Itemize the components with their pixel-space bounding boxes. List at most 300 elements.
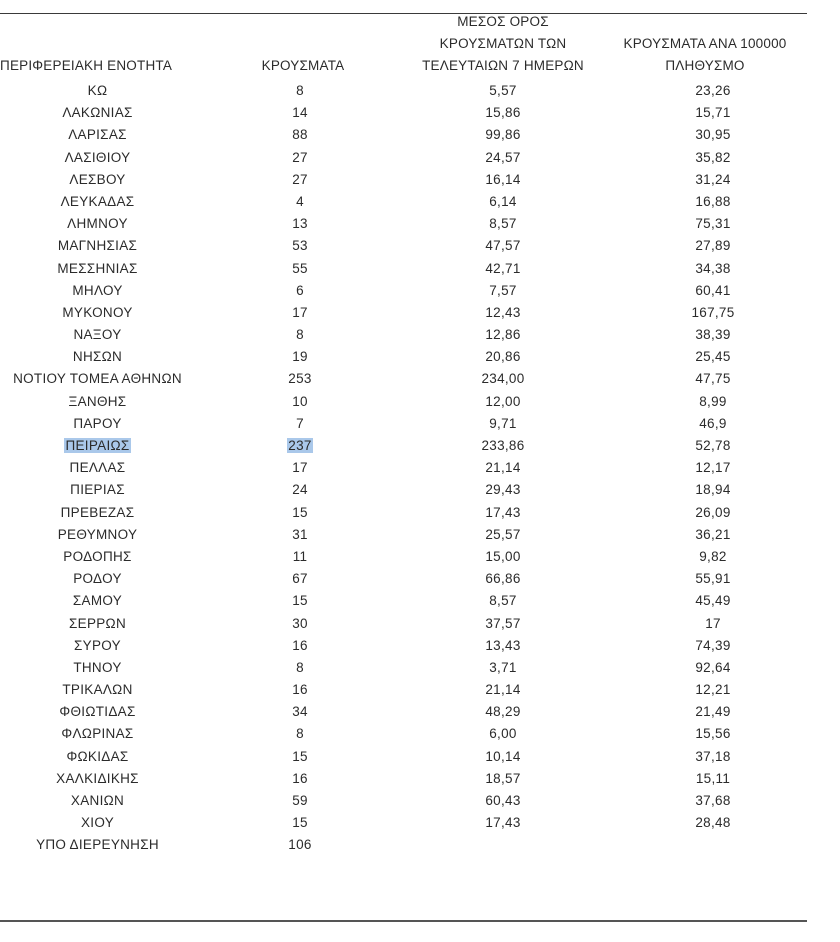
cell-per100k-text: 37,18 <box>695 748 731 764</box>
cell-per100k <box>613 169 813 191</box>
table-row <box>0 546 807 568</box>
cell-region-text: ΣΥΡΟΥ <box>74 637 121 653</box>
cell-avg7-text: 42,71 <box>485 260 521 276</box>
table-body <box>0 80 807 857</box>
cell-avg7-text: 12,43 <box>485 304 521 320</box>
cell-per100k <box>613 368 813 390</box>
cell-region <box>0 435 195 457</box>
cell-avg7-text: 60,43 <box>485 793 521 808</box>
cell-per100k <box>613 346 813 368</box>
cell-region-text: ΞΑΝΘΗΣ <box>68 393 127 409</box>
cell-cases-text: 53 <box>292 238 308 254</box>
cell-avg7 <box>403 391 603 413</box>
cell-cases-text: 34 <box>292 704 308 720</box>
cell-region <box>0 812 195 834</box>
cell-region-text: ΜΥΚΟΝΟΥ <box>62 304 133 320</box>
cell-avg7 <box>403 590 603 612</box>
cell-avg7 <box>403 435 603 457</box>
cell-cases-text: 6 <box>296 282 304 298</box>
cell-avg7 <box>403 102 603 124</box>
cell-per100k <box>613 723 813 745</box>
cell-region-text: ΤΗΝΟΥ <box>73 659 122 675</box>
cell-per100k-text: 12,21 <box>695 682 731 698</box>
cell-avg7 <box>403 213 603 235</box>
cell-avg7 <box>403 147 603 169</box>
cell-region-text: ΡΟΔΟΥ <box>73 571 122 587</box>
cell-region <box>0 746 195 768</box>
table-row <box>0 102 807 124</box>
cell-region-text: ΛΕΥΚΑΔΑΣ <box>60 193 135 209</box>
cell-per100k <box>613 213 813 235</box>
cell-per100k <box>613 590 813 612</box>
cell-region <box>0 635 195 657</box>
table-row <box>0 768 807 790</box>
cell-avg7-text: 5,57 <box>489 83 517 98</box>
cell-cases-text: 31 <box>292 526 308 542</box>
cell-cases-text: 8 <box>296 327 304 343</box>
cell-region-text: ΠΕΙΡΑΙΩΣ <box>65 438 130 453</box>
cell-cases <box>250 790 350 812</box>
cell-cases <box>250 590 350 612</box>
cell-cases-text: 15 <box>292 815 308 831</box>
cell-per100k <box>613 435 813 457</box>
cell-region-text: ΠΕΛΛΑΣ <box>69 460 126 476</box>
cell-cases-text: 7 <box>296 415 304 431</box>
cell-cases-text: 16 <box>292 637 308 653</box>
cell-avg7-text: 8,57 <box>489 216 517 232</box>
cell-avg7-text: 6,14 <box>489 193 517 209</box>
cell-cases <box>250 546 350 568</box>
cell-avg7 <box>403 635 603 657</box>
cell-per100k <box>613 479 813 501</box>
cell-region <box>0 502 195 524</box>
cell-region-text: ΡΟΔΟΠΗΣ <box>63 548 132 564</box>
cell-per100k <box>613 147 813 169</box>
cell-avg7-text: 233,86 <box>481 438 525 453</box>
cell-avg7-text: 9,71 <box>489 415 517 431</box>
cell-region-text: ΛΑΡΙΣΑΣ <box>68 127 127 143</box>
cell-region-text: ΡΕΘΥΜΝΟΥ <box>57 526 138 542</box>
cell-avg7-text: 12,86 <box>485 327 521 343</box>
cell-cases-text: 13 <box>292 216 308 232</box>
cell-avg7-text: 17,43 <box>485 504 521 520</box>
table-row <box>0 124 807 146</box>
table-header <box>0 14 807 80</box>
table-row <box>0 435 807 457</box>
cell-per100k <box>613 191 813 213</box>
cell-cases <box>250 235 350 257</box>
table-row <box>0 413 807 435</box>
table-row <box>0 479 807 501</box>
cell-cases-text: 106 <box>288 837 312 853</box>
cell-avg7-text: 21,14 <box>485 682 521 698</box>
cell-avg7 <box>403 169 603 191</box>
cell-cases-text: 24 <box>292 482 308 498</box>
cell-per100k <box>613 679 813 701</box>
cell-avg7-text: 18,57 <box>485 770 521 786</box>
cell-region <box>0 147 195 169</box>
cell-cases-text: 67 <box>292 571 308 587</box>
cell-cases <box>250 479 350 501</box>
cell-region-text: ΝΟΤΙΟΥ ΤΟΜΕΑ ΑΘΗΝΩΝ <box>13 371 182 387</box>
header-cases: ΚΡΟΥΣΜΑΤΑ <box>261 58 345 73</box>
table-row <box>0 590 807 612</box>
cell-cases <box>250 834 350 856</box>
cell-region-text: ΛΗΜΝΟΥ <box>67 216 128 232</box>
header-avg7: ΜΕΣΟΣ ΟΡΟΣ ΚΡΟΥΣΜΑΤΩΝ ΤΩΝ ΤΕΛΕΥΤΑΙΩΝ 7 ΗΜΕΡΩΝ <box>422 14 584 73</box>
cell-avg7-text: 6,00 <box>489 726 517 742</box>
table-row <box>0 169 807 191</box>
cell-cases-text: 14 <box>292 105 308 121</box>
cell-cases <box>250 457 350 479</box>
cell-cases <box>250 391 350 413</box>
cell-avg7-text: 25,57 <box>485 526 521 542</box>
table-row <box>0 80 807 102</box>
cell-cases <box>250 435 350 457</box>
table-row <box>0 613 807 635</box>
cell-avg7 <box>403 701 603 723</box>
table-row <box>0 679 807 701</box>
cell-per100k-text: 12,17 <box>695 460 731 476</box>
cell-avg7 <box>403 546 603 568</box>
cell-cases <box>250 324 350 346</box>
cell-per100k <box>613 235 813 257</box>
cell-avg7 <box>403 723 603 745</box>
cell-region <box>0 546 195 568</box>
cell-avg7 <box>403 280 603 302</box>
cell-avg7 <box>403 191 603 213</box>
table-row <box>0 701 807 723</box>
cell-avg7-text: 20,86 <box>485 349 521 365</box>
cell-region-text: ΧΑΛΚΙΔΙΚΗΣ <box>56 770 139 786</box>
cell-per100k-text: 55,91 <box>695 571 731 587</box>
cell-per100k <box>613 746 813 768</box>
cell-region-text: ΜΗΛΟΥ <box>72 282 123 298</box>
cell-per100k-text: 46,9 <box>699 415 727 431</box>
table-row <box>0 568 807 590</box>
cell-cases-text: 253 <box>288 371 312 387</box>
cell-cases-text: 19 <box>292 349 308 365</box>
cell-region <box>0 723 195 745</box>
cell-per100k-text: 16,88 <box>695 193 731 209</box>
cell-region <box>0 834 195 856</box>
cell-per100k-text: 92,64 <box>695 659 731 675</box>
cell-region <box>0 479 195 501</box>
cell-cases <box>250 169 350 191</box>
cell-cases <box>250 568 350 590</box>
cell-cases <box>250 280 350 302</box>
cell-region-text: ΦΩΚΙΔΑΣ <box>66 748 129 764</box>
cell-cases <box>250 191 350 213</box>
cell-cases-text: 59 <box>292 793 308 808</box>
cell-per100k <box>613 613 813 635</box>
cell-avg7 <box>403 768 603 790</box>
cell-per100k <box>613 457 813 479</box>
cell-region <box>0 280 195 302</box>
cell-cases <box>250 102 350 124</box>
cell-region-text: ΛΑΚΩΝΙΑΣ <box>62 105 133 121</box>
cell-region <box>0 590 195 612</box>
cell-avg7-text: 17,43 <box>485 815 521 831</box>
cell-region <box>0 391 195 413</box>
cell-avg7 <box>403 568 603 590</box>
cell-avg7 <box>403 479 603 501</box>
cell-per100k-text: 31,24 <box>695 171 731 187</box>
cell-per100k <box>613 768 813 790</box>
cell-region <box>0 613 195 635</box>
cell-avg7 <box>403 657 603 679</box>
cell-region <box>0 324 195 346</box>
cell-per100k-text: 37,68 <box>695 793 731 808</box>
cell-cases-text: 237 <box>288 438 312 453</box>
cell-per100k-text: 30,95 <box>695 127 731 143</box>
cell-per100k <box>613 635 813 657</box>
cell-region <box>0 80 195 102</box>
cell-region <box>0 235 195 257</box>
cell-per100k <box>613 80 813 102</box>
table-row <box>0 147 807 169</box>
cell-per100k-text: 9,82 <box>699 548 727 564</box>
cell-avg7 <box>403 413 603 435</box>
cell-cases <box>250 635 350 657</box>
cell-region-text: ΣΑΜΟΥ <box>72 593 123 609</box>
cell-avg7-text: 37,57 <box>485 615 521 631</box>
cell-cases <box>250 124 350 146</box>
cell-per100k <box>613 568 813 590</box>
cell-cases <box>250 524 350 546</box>
cell-region-text: ΧΑΝΙΩΝ <box>70 793 125 808</box>
cell-avg7 <box>403 502 603 524</box>
cell-per100k-text: 167,75 <box>691 304 735 320</box>
cell-region <box>0 102 195 124</box>
cell-region <box>0 679 195 701</box>
cell-region <box>0 768 195 790</box>
cell-per100k-text: 27,89 <box>695 238 731 254</box>
table-row <box>0 391 807 413</box>
cell-cases <box>250 368 350 390</box>
cell-cases-text: 8 <box>296 83 304 98</box>
cell-region-text: ΣΕΡΡΩΝ <box>69 615 126 631</box>
cell-per100k-text: 23,26 <box>695 83 731 98</box>
cell-avg7 <box>403 235 603 257</box>
cell-avg7 <box>403 80 603 102</box>
cell-avg7-text: 15,00 <box>485 548 521 564</box>
table-row <box>0 746 807 768</box>
cell-per100k <box>613 102 813 124</box>
cell-region-text: ΤΡΙΚΑΛΩΝ <box>62 682 133 698</box>
cell-avg7-text: 47,57 <box>485 238 521 254</box>
cell-region-text: ΜΕΣΣΗΝΙΑΣ <box>57 260 138 276</box>
cell-region-text: ΚΩ <box>87 83 108 98</box>
cell-region <box>0 413 195 435</box>
cell-per100k-text: 35,82 <box>695 149 731 165</box>
cell-per100k-text: 34,38 <box>695 260 731 276</box>
cell-per100k-text: 28,48 <box>695 815 731 831</box>
cell-cases-text: 88 <box>292 127 308 143</box>
table-row <box>0 213 807 235</box>
cell-per100k-text: 47,75 <box>695 371 731 387</box>
cell-avg7 <box>403 368 603 390</box>
cell-avg7-text: 8,57 <box>489 593 517 609</box>
cell-region <box>0 124 195 146</box>
cell-region <box>0 258 195 280</box>
cell-per100k <box>613 546 813 568</box>
cell-per100k-text: 8,99 <box>699 393 727 409</box>
cell-region <box>0 568 195 590</box>
cell-avg7-text: 7,57 <box>489 282 517 298</box>
cell-cases-text: 55 <box>292 260 308 276</box>
cell-cases <box>250 679 350 701</box>
cell-avg7 <box>403 457 603 479</box>
cell-cases-text: 15 <box>292 748 308 764</box>
cell-cases-text: 8 <box>296 659 304 675</box>
cell-region <box>0 524 195 546</box>
cell-per100k-text: 52,78 <box>695 438 731 453</box>
cell-per100k-text: 18,94 <box>695 482 731 498</box>
cell-per100k <box>613 258 813 280</box>
cell-region <box>0 790 195 812</box>
cell-cases <box>250 346 350 368</box>
cell-cases-text: 17 <box>292 460 308 476</box>
cell-avg7-text: 16,14 <box>485 171 521 187</box>
table-row <box>0 368 807 390</box>
table-row <box>0 657 807 679</box>
cell-per100k-text: 21,49 <box>695 704 731 720</box>
cell-cases-text: 30 <box>292 615 308 631</box>
cell-avg7-text: 66,86 <box>485 571 521 587</box>
table-row <box>0 280 807 302</box>
cell-region <box>0 191 195 213</box>
cell-cases-text: 15 <box>292 593 308 609</box>
cell-avg7-text: 13,43 <box>485 637 521 653</box>
cell-avg7 <box>403 790 603 812</box>
table-row <box>0 346 807 368</box>
cell-per100k <box>613 124 813 146</box>
cell-cases-text: 11 <box>292 548 308 564</box>
cell-cases-text: 27 <box>292 171 308 187</box>
cell-per100k-text: 36,21 <box>695 526 731 542</box>
table-row <box>0 235 807 257</box>
cell-avg7 <box>403 258 603 280</box>
cell-cases-text: 4 <box>296 193 304 209</box>
table-row <box>0 502 807 524</box>
cell-region <box>0 657 195 679</box>
cell-cases-text: 8 <box>296 726 304 742</box>
cell-per100k <box>613 324 813 346</box>
cell-cases <box>250 768 350 790</box>
table-row <box>0 191 807 213</box>
cell-avg7 <box>403 124 603 146</box>
cell-region-text: ΧΙΟΥ <box>80 815 115 831</box>
cell-per100k-text: 15,11 <box>695 770 731 786</box>
cell-per100k-text: 26,09 <box>695 504 731 520</box>
cell-avg7 <box>403 524 603 546</box>
table-row <box>0 790 807 812</box>
cell-cases-text: 16 <box>292 770 308 786</box>
cell-avg7-text: 48,29 <box>485 704 521 720</box>
bottom-rule <box>0 920 807 922</box>
cell-region-text: ΠΑΡΟΥ <box>73 415 122 431</box>
cell-cases <box>250 302 350 324</box>
cell-cases-text: 15 <box>292 504 308 520</box>
cell-per100k-text: 45,49 <box>695 593 731 609</box>
cell-per100k <box>613 413 813 435</box>
cell-cases <box>250 258 350 280</box>
cell-region-text: ΠΡΕΒΕΖΑΣ <box>60 504 135 520</box>
cell-region-text: ΝΑΞΟΥ <box>73 327 122 343</box>
cell-cases-text: 16 <box>292 682 308 698</box>
cell-region-text: ΝΗΣΩΝ <box>72 349 123 365</box>
cell-region <box>0 169 195 191</box>
table-row <box>0 524 807 546</box>
cell-region-text: ΛΕΣΒΟΥ <box>69 171 126 187</box>
cell-cases-text: 17 <box>292 304 308 320</box>
cell-avg7-text: 99,86 <box>485 127 521 143</box>
cell-per100k-text: 60,41 <box>695 282 731 298</box>
cell-avg7-text: 12,00 <box>485 393 521 409</box>
cell-avg7 <box>403 324 603 346</box>
cell-per100k-text: 15,71 <box>695 105 731 121</box>
cell-region-text: ΠΙΕΡΙΑΣ <box>70 482 125 498</box>
cell-per100k <box>613 790 813 812</box>
cell-per100k <box>613 657 813 679</box>
table-row <box>0 723 807 745</box>
cell-avg7-text: 21,14 <box>485 460 521 476</box>
cell-region-text: ΦΘΙΩΤΙΔΑΣ <box>59 704 136 720</box>
cell-cases <box>250 213 350 235</box>
table-row <box>0 635 807 657</box>
cell-avg7 <box>403 812 603 834</box>
cell-cases <box>250 657 350 679</box>
cell-region-text: ΜΑΓΝΗΣΙΑΣ <box>57 238 138 254</box>
cell-region <box>0 457 195 479</box>
cell-avg7-text: 29,43 <box>485 482 521 498</box>
cell-cases <box>250 812 350 834</box>
cell-cases <box>250 413 350 435</box>
cell-cases <box>250 80 350 102</box>
cell-per100k <box>613 502 813 524</box>
cell-cases-text: 27 <box>292 149 308 165</box>
cell-per100k <box>613 302 813 324</box>
cell-avg7 <box>403 746 603 768</box>
cell-region-text: ΦΛΩΡΙΝΑΣ <box>61 726 134 742</box>
cell-per100k-text: 38,39 <box>695 327 731 343</box>
cell-per100k <box>613 524 813 546</box>
cell-avg7-text: 15,86 <box>485 105 521 121</box>
cell-avg7-text: 234,00 <box>481 371 525 387</box>
cell-cases-text: 10 <box>292 393 308 409</box>
cell-cases <box>250 746 350 768</box>
table-row <box>0 258 807 280</box>
cell-avg7 <box>403 679 603 701</box>
cell-cases <box>250 502 350 524</box>
cell-region-text: ΛΑΣΙΘΙΟΥ <box>64 149 131 165</box>
table-row <box>0 812 807 834</box>
cell-region <box>0 346 195 368</box>
cell-per100k <box>613 812 813 834</box>
cell-per100k-text: 25,45 <box>695 349 731 365</box>
cell-per100k <box>613 280 813 302</box>
cell-avg7-text: 10,14 <box>485 748 521 764</box>
cell-per100k-text: 74,39 <box>695 637 731 653</box>
cell-cases <box>250 613 350 635</box>
cell-region <box>0 302 195 324</box>
cell-per100k <box>613 391 813 413</box>
header-per100k: ΚΡΟΥΣΜΑΤΑ ΑΝΑ 100000 ΠΛΗΘΥΣΜΟ <box>623 36 787 73</box>
cell-avg7 <box>403 613 603 635</box>
cell-avg7 <box>403 346 603 368</box>
table-row <box>0 302 807 324</box>
